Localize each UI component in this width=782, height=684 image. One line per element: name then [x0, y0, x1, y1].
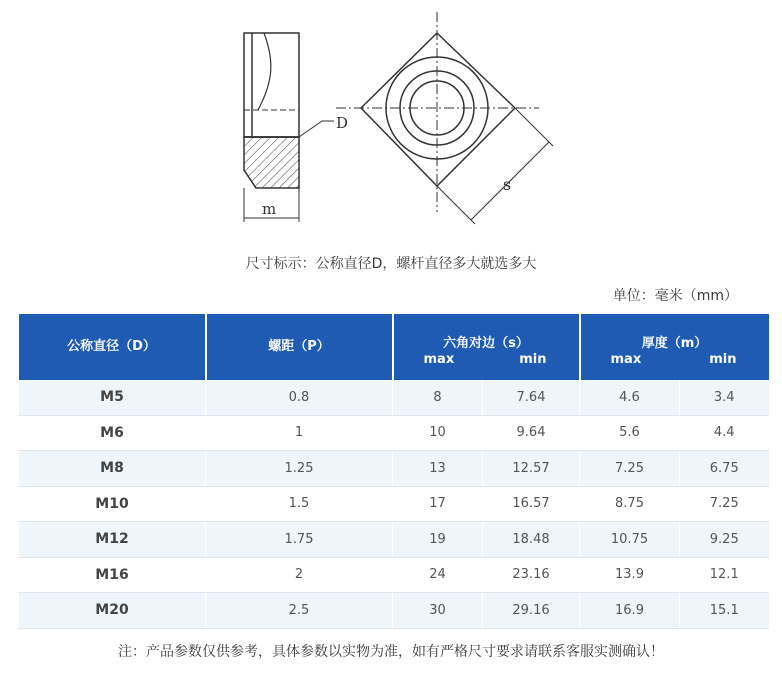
cell-s-min: 18.48	[483, 522, 580, 558]
unit-label: 单位：毫米（mm）	[612, 288, 738, 304]
cell-m-min: 3.4	[680, 380, 769, 415]
spec-table	[18, 314, 769, 629]
cell-d: M20	[19, 593, 206, 629]
header-s-max: max	[423, 352, 455, 367]
cell-s-min: 7.64	[483, 380, 580, 415]
cell-m-min: 15.1	[680, 593, 769, 629]
cell-d: M12	[19, 522, 206, 558]
cell-m-min: 4.4	[680, 415, 769, 451]
header-pitch: 螺距（P）	[206, 314, 393, 380]
side-view	[244, 33, 334, 222]
cell-m-min: 7.25	[680, 486, 769, 522]
cell-p: 1.25	[206, 451, 393, 487]
cell-d: M10	[19, 486, 206, 522]
cell-m-max: 7.25	[580, 451, 680, 487]
table-row	[19, 557, 769, 593]
front-view	[336, 12, 553, 224]
cell-d: M16	[19, 557, 206, 593]
cell-s-max: 8	[393, 380, 483, 415]
table-row	[19, 522, 769, 558]
table-row	[19, 415, 769, 451]
header-nominal-diameter: 公称直径（D）	[19, 314, 206, 380]
cell-p: 2.5	[206, 593, 393, 629]
cell-m-min: 9.25	[680, 522, 769, 558]
cell-d: M6	[19, 415, 206, 451]
cell-m-min: 6.75	[680, 451, 769, 487]
header-s-min: min	[519, 352, 547, 367]
cell-p: 1	[206, 415, 393, 451]
disclaimer-note: 注：产品参数仅供参考，具体参数以实物为准，如有严格尺寸要求请联系客服实测确认！	[118, 644, 664, 660]
cell-p: 0.8	[206, 380, 393, 415]
cell-p: 2	[206, 557, 393, 593]
table-row	[19, 451, 769, 487]
cell-s-max: 24	[393, 557, 483, 593]
cell-s-max: 13	[393, 451, 483, 487]
cell-s-max: 19	[393, 522, 483, 558]
cell-s-min: 9.64	[483, 415, 580, 451]
header-across-flats: 六角对边（s） max min	[393, 314, 580, 380]
header-m-max: max	[610, 352, 642, 367]
cell-s-max: 10	[393, 415, 483, 451]
cell-s-max: 17	[393, 486, 483, 522]
cell-s-min: 29.16	[483, 593, 580, 629]
cell-d: M8	[19, 451, 206, 487]
cell-p: 1.75	[206, 522, 393, 558]
cell-m-max: 16.9	[580, 593, 680, 629]
cell-m-max: 13.9	[580, 557, 680, 593]
label-d: D	[336, 114, 349, 132]
cell-m-max: 4.6	[580, 380, 680, 415]
header-m-min: min	[709, 352, 737, 367]
cell-m-max: 10.75	[580, 522, 680, 558]
dimension-caption: 尺寸标示：公称直径D，螺杆直径多大就选多大	[245, 256, 537, 272]
cell-m-max: 5.6	[580, 415, 680, 451]
cell-m-max: 8.75	[580, 486, 680, 522]
cell-p: 1.5	[206, 486, 393, 522]
table-header-row	[19, 314, 769, 380]
table-row	[19, 380, 769, 415]
nut-technical-drawing	[0, 0, 782, 240]
cell-s-max: 30	[393, 593, 483, 629]
label-s: s	[503, 175, 512, 194]
cell-s-min: 23.16	[483, 557, 580, 593]
cell-m-min: 12.1	[680, 557, 769, 593]
cell-d: M5	[19, 380, 206, 415]
table-row	[19, 593, 769, 629]
cell-s-min: 16.57	[483, 486, 580, 522]
header-thickness: 厚度（m） max min	[580, 314, 769, 380]
cell-s-min: 12.57	[483, 451, 580, 487]
table-row	[19, 486, 769, 522]
label-m: m	[262, 200, 277, 218]
